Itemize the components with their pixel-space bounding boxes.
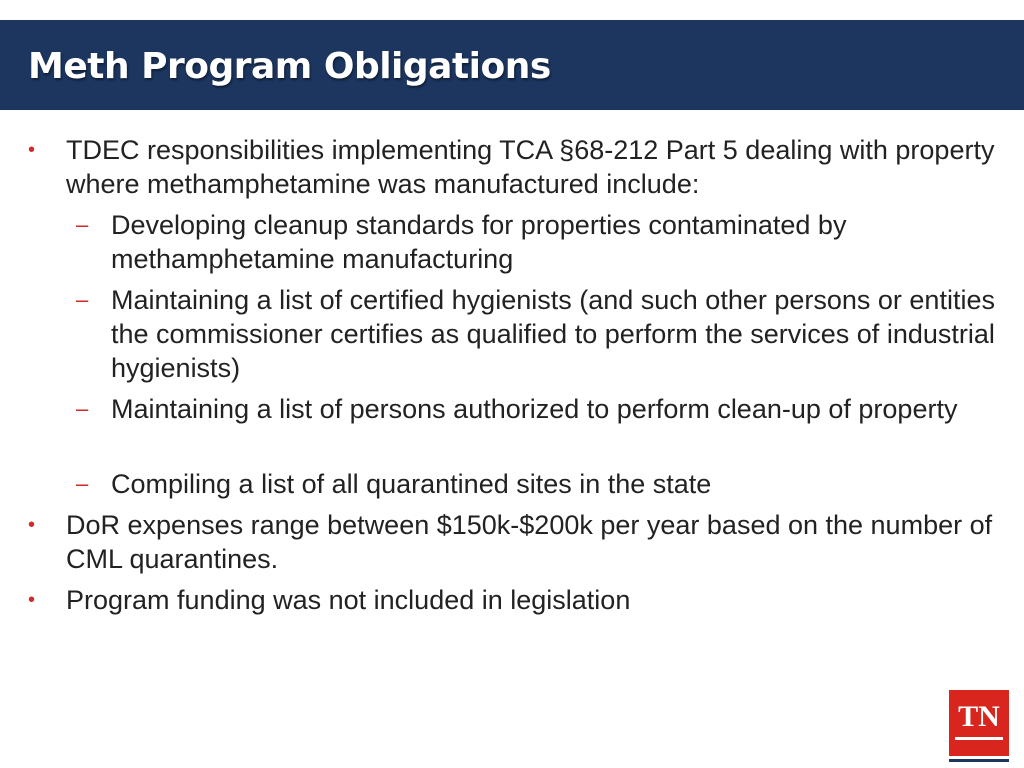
sub-bullet-cleanup-standards: Developing cleanup standards for properties contaminated by methamphetamine manufacturing	[111, 210, 847, 274]
dash-marker: –	[76, 471, 89, 496]
slide-title: Meth Program Obligations	[28, 46, 551, 87]
tn-logo	[949, 690, 1009, 759]
bullet-marker: •	[28, 139, 36, 161]
sub-bullet-quarantined-sites: Compiling a list of all quarantined sites in the state	[111, 469, 712, 499]
dash-marker: –	[76, 396, 89, 421]
sub-bullet-authorized-persons: Maintaining a list of persons authorized to perform clean-up of property	[111, 394, 958, 424]
bullet-dor-expenses: DoR expenses range between $150k-$200k per year based on the number of CML quarantines.	[66, 510, 993, 574]
bullet-tdec-responsibilities: TDEC responsibilities implementing TCA §68-212 Part 5 dealing with property where methamphetamine was manufactured include:	[66, 135, 995, 199]
sub-bullet-certified-hygienists: Maintaining a list of certified hygienists (and such other persons or entities the commissioner certifies as qualified to perform the services of industrial hygienists)	[111, 285, 995, 383]
bullet-program-funding: Program funding was not included in legislation	[66, 585, 631, 615]
tn-logo-underline	[955, 737, 1003, 740]
bullet-marker: •	[28, 589, 36, 611]
tn-logo-text: TN	[958, 700, 1000, 733]
bullet-marker: •	[28, 514, 36, 536]
dash-marker: –	[76, 287, 89, 312]
dash-marker: –	[76, 212, 89, 237]
